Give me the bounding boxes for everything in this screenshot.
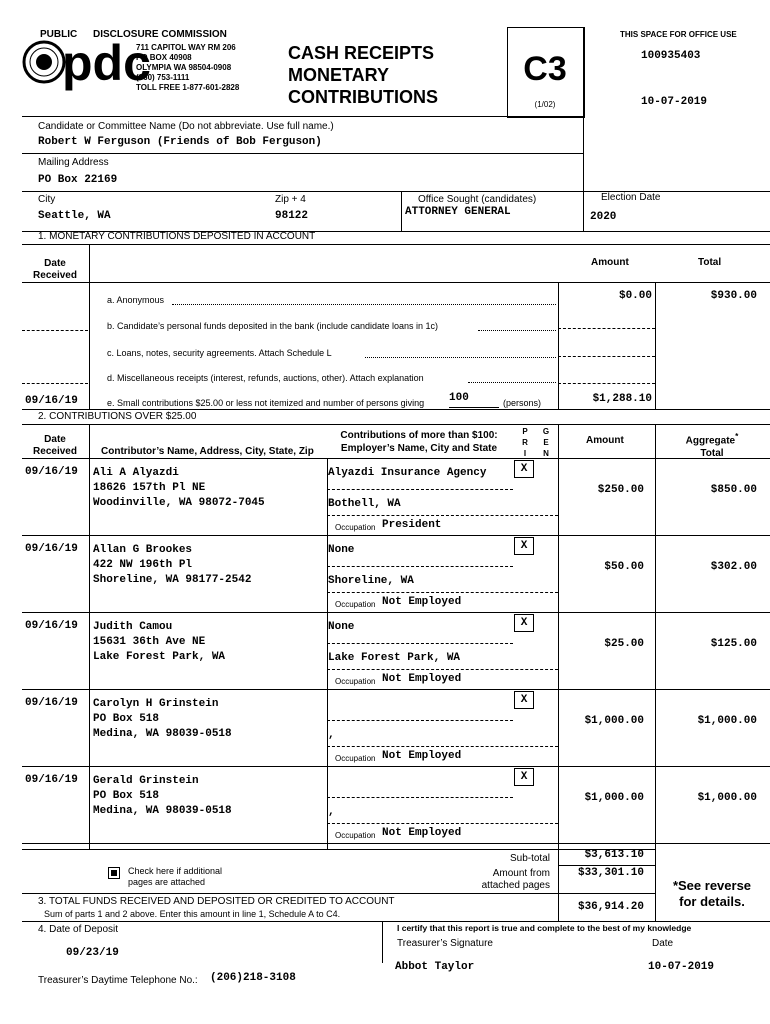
- aggregate-header: [657, 430, 767, 460]
- contribution-amount: $50.00: [604, 561, 644, 573]
- contributor-address: PO Box 518: [93, 790, 160, 802]
- divider: [382, 921, 383, 963]
- line-e-persons: (persons): [503, 398, 542, 408]
- divider: [89, 244, 90, 409]
- contributor-name: Carolyn H Grinstein: [93, 698, 219, 710]
- deposit-date-value: 09/23/19: [66, 947, 119, 959]
- aggregate-total-label: Total: [700, 448, 724, 460]
- contributor-name: Judith Camou: [93, 621, 173, 633]
- contributor-block: [93, 774, 232, 819]
- employer-header-line2: Employer’s Name, City and State: [340, 443, 498, 454]
- divider: [22, 535, 770, 536]
- pdc-logo: [22, 35, 151, 91]
- line-a-amount: $0.00: [618, 290, 652, 302]
- contributor-city: Shoreline, WA 98177-2542: [93, 574, 252, 586]
- divider: [22, 282, 770, 283]
- employer-name: Alyazdi Insurance Agency: [328, 467, 487, 479]
- phone-value: (206)218-3108: [210, 972, 296, 984]
- see-reverse-line: for details.: [679, 894, 745, 909]
- contributor-name: Allan G Brookes: [93, 544, 193, 556]
- office-sought-label: Office Sought (candidates): [418, 194, 537, 205]
- divider: [327, 515, 558, 516]
- employer-name: None: [328, 621, 355, 633]
- contributor-block: [93, 697, 232, 742]
- primary-checkbox[interactable]: X: [514, 537, 534, 555]
- contributor-city: Lake Forest Park, WA: [93, 651, 226, 663]
- divider: [22, 458, 770, 459]
- attached-label-line: attached pages: [481, 880, 550, 891]
- general-letter: N: [543, 449, 549, 458]
- contributor-city: Woodinville, WA 98072-7045: [93, 497, 265, 509]
- attached-label-line: Amount from: [492, 868, 550, 879]
- additional-pages-line: pages are attached: [128, 877, 206, 887]
- general-letter: G: [542, 427, 550, 436]
- mailing-address: PO Box 22169: [38, 174, 118, 186]
- address-line: OLYMPIA WA 98504-0908: [136, 63, 232, 72]
- additional-pages-checkbox[interactable]: [108, 867, 120, 879]
- section1-title: 1. MONETARY CONTRIBUTIONS DEPOSITED IN ACCOUNT: [38, 231, 316, 242]
- date-header: Date: [44, 258, 66, 269]
- contributor-block: [93, 620, 225, 665]
- occupation-label: Occupation: [335, 831, 376, 840]
- aggregate-amount: $125.00: [710, 638, 757, 650]
- divider: [22, 612, 770, 613]
- form-code: C3: [523, 50, 567, 88]
- occupation-value: Not Employed: [382, 750, 462, 762]
- total-header: Total: [698, 257, 722, 268]
- primary-checkbox[interactable]: X: [514, 768, 534, 786]
- contribution-amount: $25.00: [604, 638, 644, 650]
- certification-text: I certify that this report is true and complete to the best of my knowledge: [397, 923, 692, 933]
- amount-header: Amount: [591, 257, 629, 268]
- section2-title: 2. CONTRIBUTIONS OVER $25.00: [38, 411, 197, 422]
- aggregate-amount: $850.00: [710, 484, 757, 496]
- divider: [655, 424, 656, 921]
- contributor-address: 422 NW 196th Pl: [93, 559, 193, 571]
- primary-checkbox[interactable]: X: [514, 691, 534, 709]
- employer-name: None: [328, 544, 355, 556]
- divider: [655, 282, 656, 409]
- s2-amount-header: Amount: [586, 435, 624, 446]
- office-number: 100935403: [641, 50, 701, 62]
- line-e-date: 09/16/19: [25, 395, 78, 407]
- election-date-value: 2020: [590, 211, 617, 223]
- signature-date: 10-07-2019: [648, 961, 715, 973]
- contribution-amount: $1,000.00: [584, 792, 644, 804]
- line-e-amount: $1,288.10: [592, 393, 652, 405]
- see-reverse-note: [657, 878, 767, 910]
- primary-checkbox[interactable]: X: [514, 460, 534, 478]
- divider: [22, 766, 770, 767]
- office-use-label: THIS SPACE FOR OFFICE USE: [620, 30, 737, 39]
- contributor-block: [93, 466, 265, 511]
- employer-city: ,: [328, 729, 335, 741]
- subtotal-label: Sub-total: [509, 853, 550, 864]
- row-date: 09/16/19: [25, 543, 78, 555]
- divider: [327, 566, 513, 567]
- contributor-header: Contributor’s Name, Address, City, State, Zip: [101, 446, 314, 457]
- office-date: 10-07-2019: [641, 96, 708, 108]
- primary-letter: P: [522, 427, 528, 436]
- divider: [327, 720, 513, 721]
- employer-header: [328, 429, 510, 455]
- row-date: 09/16/19: [25, 774, 78, 786]
- section3-title: 3. TOTAL FUNDS RECEIVED AND DEPOSITED OR CREDITED TO ACCOUNT: [38, 896, 395, 907]
- divider: [327, 746, 558, 747]
- divider: [22, 893, 655, 894]
- contribution-amount: $1,000.00: [584, 715, 644, 727]
- row-date: 09/16/19: [25, 697, 78, 709]
- form-title: [288, 42, 438, 108]
- divider: [558, 328, 655, 329]
- additional-pages-line: Check here if additional: [128, 866, 223, 876]
- form-title-line: CASH RECEIPTS: [288, 43, 435, 63]
- received-header: Received: [33, 446, 77, 457]
- divider: [558, 865, 655, 866]
- line-e-count: 100: [449, 392, 469, 404]
- divider: [558, 282, 559, 409]
- signature-date-label: Date: [652, 938, 674, 949]
- received-header: Received: [33, 270, 77, 281]
- divider: [22, 689, 770, 690]
- address-line: (360) 753-1111: [136, 73, 190, 82]
- divider: [22, 409, 770, 410]
- employer-city: Lake Forest Park, WA: [328, 652, 461, 664]
- attached-pages-value: $33,301.10: [577, 867, 644, 879]
- form-title-line: CONTRIBUTIONS: [288, 87, 438, 107]
- aggregate-label: Aggregate*: [685, 431, 739, 447]
- divider: [327, 643, 513, 644]
- treasurer-signature: Abbot Taylor: [395, 961, 475, 973]
- occupation-value: Not Employed: [382, 596, 462, 608]
- election-date-label: Election Date: [601, 192, 661, 203]
- candidate-name: Robert W Ferguson (Friends of Bob Ferguson): [38, 136, 322, 148]
- form-version: (1/02): [534, 100, 556, 109]
- occupation-label: Occupation: [335, 754, 376, 763]
- contributor-city: Medina, WA 98039-0518: [93, 805, 232, 817]
- office-sought-value: ATTORNEY GENERAL: [405, 206, 511, 218]
- divider: [22, 244, 770, 245]
- primary-letter: I: [523, 449, 527, 458]
- contributor-name: Ali A Alyazdi: [93, 467, 179, 479]
- agency-address: [136, 43, 239, 93]
- underline: [449, 407, 499, 408]
- divider: [22, 921, 770, 922]
- general-header: [537, 426, 555, 459]
- divider: [22, 153, 584, 154]
- date-received-header: [22, 258, 88, 282]
- leader-dots: [478, 330, 556, 331]
- contributor-block: [93, 543, 251, 588]
- section3-subtitle: Sum of parts 1 and 2 above. Enter this amount in line 1, Schedule A to C4.: [44, 909, 341, 919]
- employer-city: Shoreline, WA: [328, 575, 414, 587]
- divider: [558, 424, 559, 921]
- address-line: PO BOX 40908: [136, 53, 192, 62]
- divider: [89, 424, 90, 849]
- address-line: TOLL FREE 1-877-601-2828: [136, 83, 240, 92]
- divider: [327, 489, 513, 490]
- total-funds-value: $36,914.20: [577, 901, 644, 913]
- divider: [327, 797, 513, 798]
- divider: [558, 356, 655, 357]
- occupation-value: Not Employed: [382, 827, 462, 839]
- contributor-city: Medina, WA 98039-0518: [93, 728, 232, 740]
- line-d-label: d. Miscellaneous receipts (interest, refunds, auctions, other). Attach explanation: [107, 373, 424, 383]
- primary-header: [516, 426, 534, 459]
- phone-label: Treasurer’s Daytime Telephone No.:: [38, 975, 198, 986]
- occupation-label: Occupation: [335, 523, 376, 532]
- agency-name: DISCLOSURE COMMISSION: [93, 29, 227, 40]
- attached-pages-label: [460, 868, 550, 892]
- additional-pages-label: [128, 866, 222, 888]
- primary-letter: R: [522, 438, 528, 447]
- line-a-total: $930.00: [710, 290, 757, 302]
- employer-header-line1: Contributions of more than $100:: [340, 430, 498, 441]
- occupation-label: Occupation: [335, 600, 376, 609]
- zip-label: Zip + 4: [275, 194, 306, 205]
- svg-text:pdc: pdc: [62, 35, 151, 91]
- divider: [327, 823, 558, 824]
- divider: [558, 383, 655, 384]
- form-title-line: MONETARY: [288, 65, 389, 85]
- mailing-address-label: Mailing Address: [38, 157, 109, 168]
- employer-city: ,: [328, 806, 335, 818]
- occupation-label: Occupation: [335, 677, 376, 686]
- employer-city: Bothell, WA: [328, 498, 401, 510]
- candidate-name-label: Candidate or Committee Name (Do not abbreviate. Use full name.): [38, 121, 334, 132]
- contributor-address: 15631 36th Ave NE: [93, 636, 206, 648]
- city-label: City: [38, 194, 56, 205]
- agency-name-public: PUBLIC: [40, 29, 78, 40]
- city-value: Seattle, WA: [38, 210, 111, 222]
- occupation-value: President: [382, 519, 442, 531]
- divider: [22, 116, 584, 117]
- aggregate-amount: $1,000.00: [697, 715, 757, 727]
- line-e-label: e. Small contributions $25.00 or less not itemized and number of persons giving: [107, 398, 425, 408]
- line-b-label: b. Candidate’s personal funds deposited in the bank (include candidate loans in 1c): [107, 321, 439, 331]
- general-letter: E: [543, 438, 549, 447]
- row-date: 09/16/19: [25, 620, 78, 632]
- see-reverse-line: *See reverse: [672, 878, 752, 893]
- leader-dots: [468, 382, 556, 383]
- line-c-label: c. Loans, notes, security agreements. Attach Schedule L: [107, 348, 332, 358]
- occupation-value: Not Employed: [382, 673, 462, 685]
- primary-checkbox[interactable]: X: [514, 614, 534, 632]
- deposit-date-label: 4. Date of Deposit: [38, 924, 119, 935]
- contributor-address: 18626 157th Pl NE: [93, 482, 206, 494]
- s2-date-received-header: [22, 434, 88, 458]
- leader-dots: [365, 357, 556, 358]
- aggregate-amount: $302.00: [710, 561, 757, 573]
- divider: [327, 592, 558, 593]
- divider: [22, 843, 770, 844]
- divider: [22, 424, 770, 425]
- divider: [22, 330, 88, 331]
- zip-value: 98122: [275, 210, 309, 222]
- signature-label: Treasurer’s Signature: [397, 938, 493, 949]
- divider: [401, 191, 402, 232]
- contributor-name: Gerald Grinstein: [93, 775, 199, 787]
- address-line: 711 CAPITOL WAY RM 206: [136, 43, 236, 52]
- divider: [327, 669, 558, 670]
- leader-dots: [172, 304, 556, 305]
- date-header: Date: [44, 434, 66, 445]
- contributor-address: PO Box 518: [93, 713, 160, 725]
- divider: [22, 383, 88, 384]
- divider: [583, 27, 584, 232]
- contribution-amount: $250.00: [597, 484, 644, 496]
- line-a-label: a. Anonymous: [107, 295, 165, 305]
- row-date: 09/16/19: [25, 466, 78, 478]
- aggregate-amount: $1,000.00: [697, 792, 757, 804]
- subtotal-value: $3,613.10: [584, 849, 644, 861]
